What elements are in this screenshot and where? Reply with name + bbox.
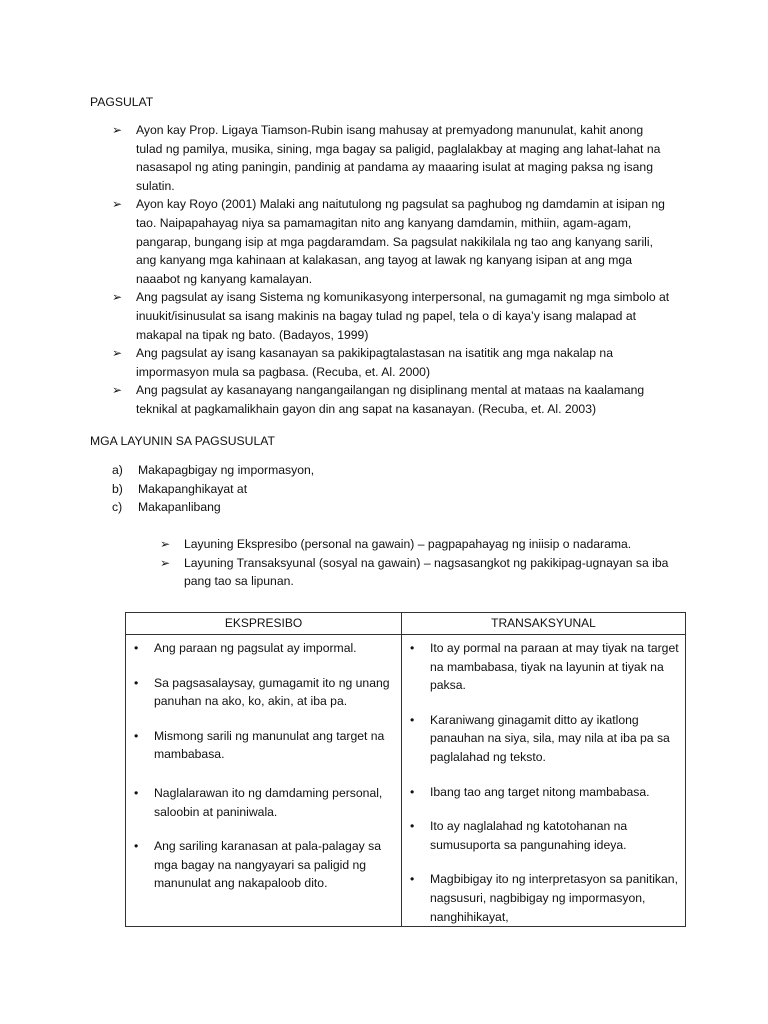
list-item: • Mismong sarili ng manunulat ang target na mambabasa. bbox=[134, 728, 385, 762]
purpose-item: c) Makapanlibang bbox=[112, 500, 221, 515]
list-item: • Sa pagsasalaysay, gumagamit ito ng unang panuhan na ako, ko, akin, at iba pa. bbox=[134, 675, 390, 709]
bullet-icon: • bbox=[410, 819, 415, 834]
writing-types-list bbox=[160, 535, 685, 591]
definitions-list bbox=[112, 121, 672, 419]
definition-item: ➢ Ang pagsulat ay isang kasanayan sa pakikipagtalastasan na isatitik ang mga nakalap na impormasyon mula sa pagbasa. (Recuba, et. Al. 2000) bbox=[112, 346, 613, 379]
arrow-bullet-icon: ➢ bbox=[160, 555, 171, 570]
list-item: • Karaniwang ginagamit ditto ay ikatlong panauhan na siya, sila, may nila at iba pa sa paglalahad ng teksto. bbox=[410, 712, 670, 764]
bullet-icon: • bbox=[410, 784, 415, 799]
bullet-icon: • bbox=[134, 839, 139, 854]
heading-pagsulat: PAGSULAT bbox=[90, 95, 154, 109]
column-header-ekspresibo: EKSPRESIBO bbox=[126, 613, 402, 635]
bullet-icon: • bbox=[410, 641, 415, 655]
heading-layunin: MGA LAYUNIN SA PAGSUSULAT bbox=[90, 434, 275, 448]
arrow-bullet-icon: ➢ bbox=[112, 383, 123, 398]
bullet-icon: • bbox=[134, 675, 139, 690]
arrow-bullet-icon: ➢ bbox=[112, 123, 123, 137]
list-item: • Ang sariling karanasan at pala-palagay sa mga bagay na nangyayari sa paligid ng manunulat ang nakapaloob dito. bbox=[134, 839, 381, 891]
table-row bbox=[126, 635, 686, 927]
writing-type-label: Layuning Ekspresibo (personal na gawain) bbox=[184, 537, 415, 551]
bullet-icon: • bbox=[410, 712, 415, 727]
bullet-icon: • bbox=[410, 872, 415, 887]
list-item: • Ibang tao ang target nitong mambabasa. bbox=[402, 783, 679, 802]
arrow-bullet-icon: ➢ bbox=[160, 537, 171, 551]
list-item: • Ito ay pormal na paraan at may tiyak na target na mambabasa, tiyak na layunin at tiyak na paksa. bbox=[410, 641, 679, 693]
list-item: • Magbibigay ito ng interpretasyon sa panitikan, nagsusuri, nagbibigay ng impormasyon, nanghihikayat, bbox=[410, 872, 678, 924]
transaksyunal-cell bbox=[402, 635, 686, 927]
definition-item: ➢ Ayon kay Prop. Ligaya Tiamson-Rubin isang mahusay at premyadong manunulat, kahit anong tulad ng pamilya, musika, sining, mga bagay sa paligid, paglalakbay at maging ang lahat-lahat na nasasapol ng ating paningin, pandinig at pandama ay maaaring isulat at maging paksa ng isang sulatin. bbox=[112, 123, 661, 193]
arrow-bullet-icon: ➢ bbox=[112, 290, 123, 305]
table-header-row bbox=[126, 613, 686, 635]
writing-type-item: ➢ Layuning Transaksyunal (sosyal na gawain) – nagsasangkot ng pakikipag-ugnayan sa iba pang tao sa lipunan. bbox=[160, 555, 669, 589]
definition-item: ➢ Ayon kay Royo (2001) Malaki ang naitutulong ng pagsulat sa paghubog ng damdamin at isipan ng tao. Naipapahayag niya sa pamamagitan nito ang kanyang damdamin, mithiin, agam-agam, pangarap, bungang isip at mga pagdaramdam. Sa pagsulat nakikilala ng tao ang kanyang sarili, ang kanyang mga kahinaan at kalakasan, ang tayog at lawak ng kanyang isipan at ang mga naaabot ng kanyang kamalayan. bbox=[112, 197, 665, 286]
definition-item: ➢ Ang pagsulat ay kasanayang nangangailangan ng disiplinang mental at mataas na kaalamang teknikal at pagkamalikhain gayon din ang sapat na kasanayan. (Recuba, et. Al. 2003) bbox=[112, 383, 645, 416]
comparison-table bbox=[125, 612, 686, 927]
list-item: • Ito ay naglalahad ng katotohanan na sumusuporta sa pangunahing ideya. bbox=[410, 819, 628, 852]
list-item: • Naglalarawan ito ng damdaming personal, saloobin at paniniwala. bbox=[134, 785, 383, 819]
bullet-icon: • bbox=[134, 641, 139, 655]
arrow-bullet-icon: ➢ bbox=[112, 197, 123, 212]
writing-type-label: Layuning Transaksyunal (sosyal na gawain) bbox=[184, 555, 421, 570]
purpose-item: a) Makapagbigay ng impormasyon, bbox=[112, 463, 315, 477]
writing-type-item: ➢ Layuning Ekspresibo (personal na gawain) – pagpapahayag ng iniisip o nadarama. bbox=[160, 535, 685, 554]
definition-item: ➢ Ang pagsulat ay isang Sistema ng komunikasyong interpersonal, na gumagamit ng mga simbolo at inuukit/isinusulat sa isang makinis na bagay tulad ng papel, tela o di kaya’y isang malapad at makapal na tipak ng bato. (Badayos, 1999) bbox=[112, 290, 670, 342]
purpose-item: b) Makapanghikayat at bbox=[112, 481, 248, 496]
bullet-icon: • bbox=[134, 728, 139, 743]
bullet-icon: • bbox=[134, 785, 139, 800]
list-item: • Ang paraan ng pagsulat ay impormal. bbox=[126, 639, 395, 658]
column-header-transaksyunal: TRANSAKSYUNAL bbox=[402, 613, 686, 635]
arrow-bullet-icon: ➢ bbox=[112, 346, 123, 361]
ekspresibo-cell bbox=[126, 635, 402, 927]
purposes-list bbox=[112, 461, 612, 517]
